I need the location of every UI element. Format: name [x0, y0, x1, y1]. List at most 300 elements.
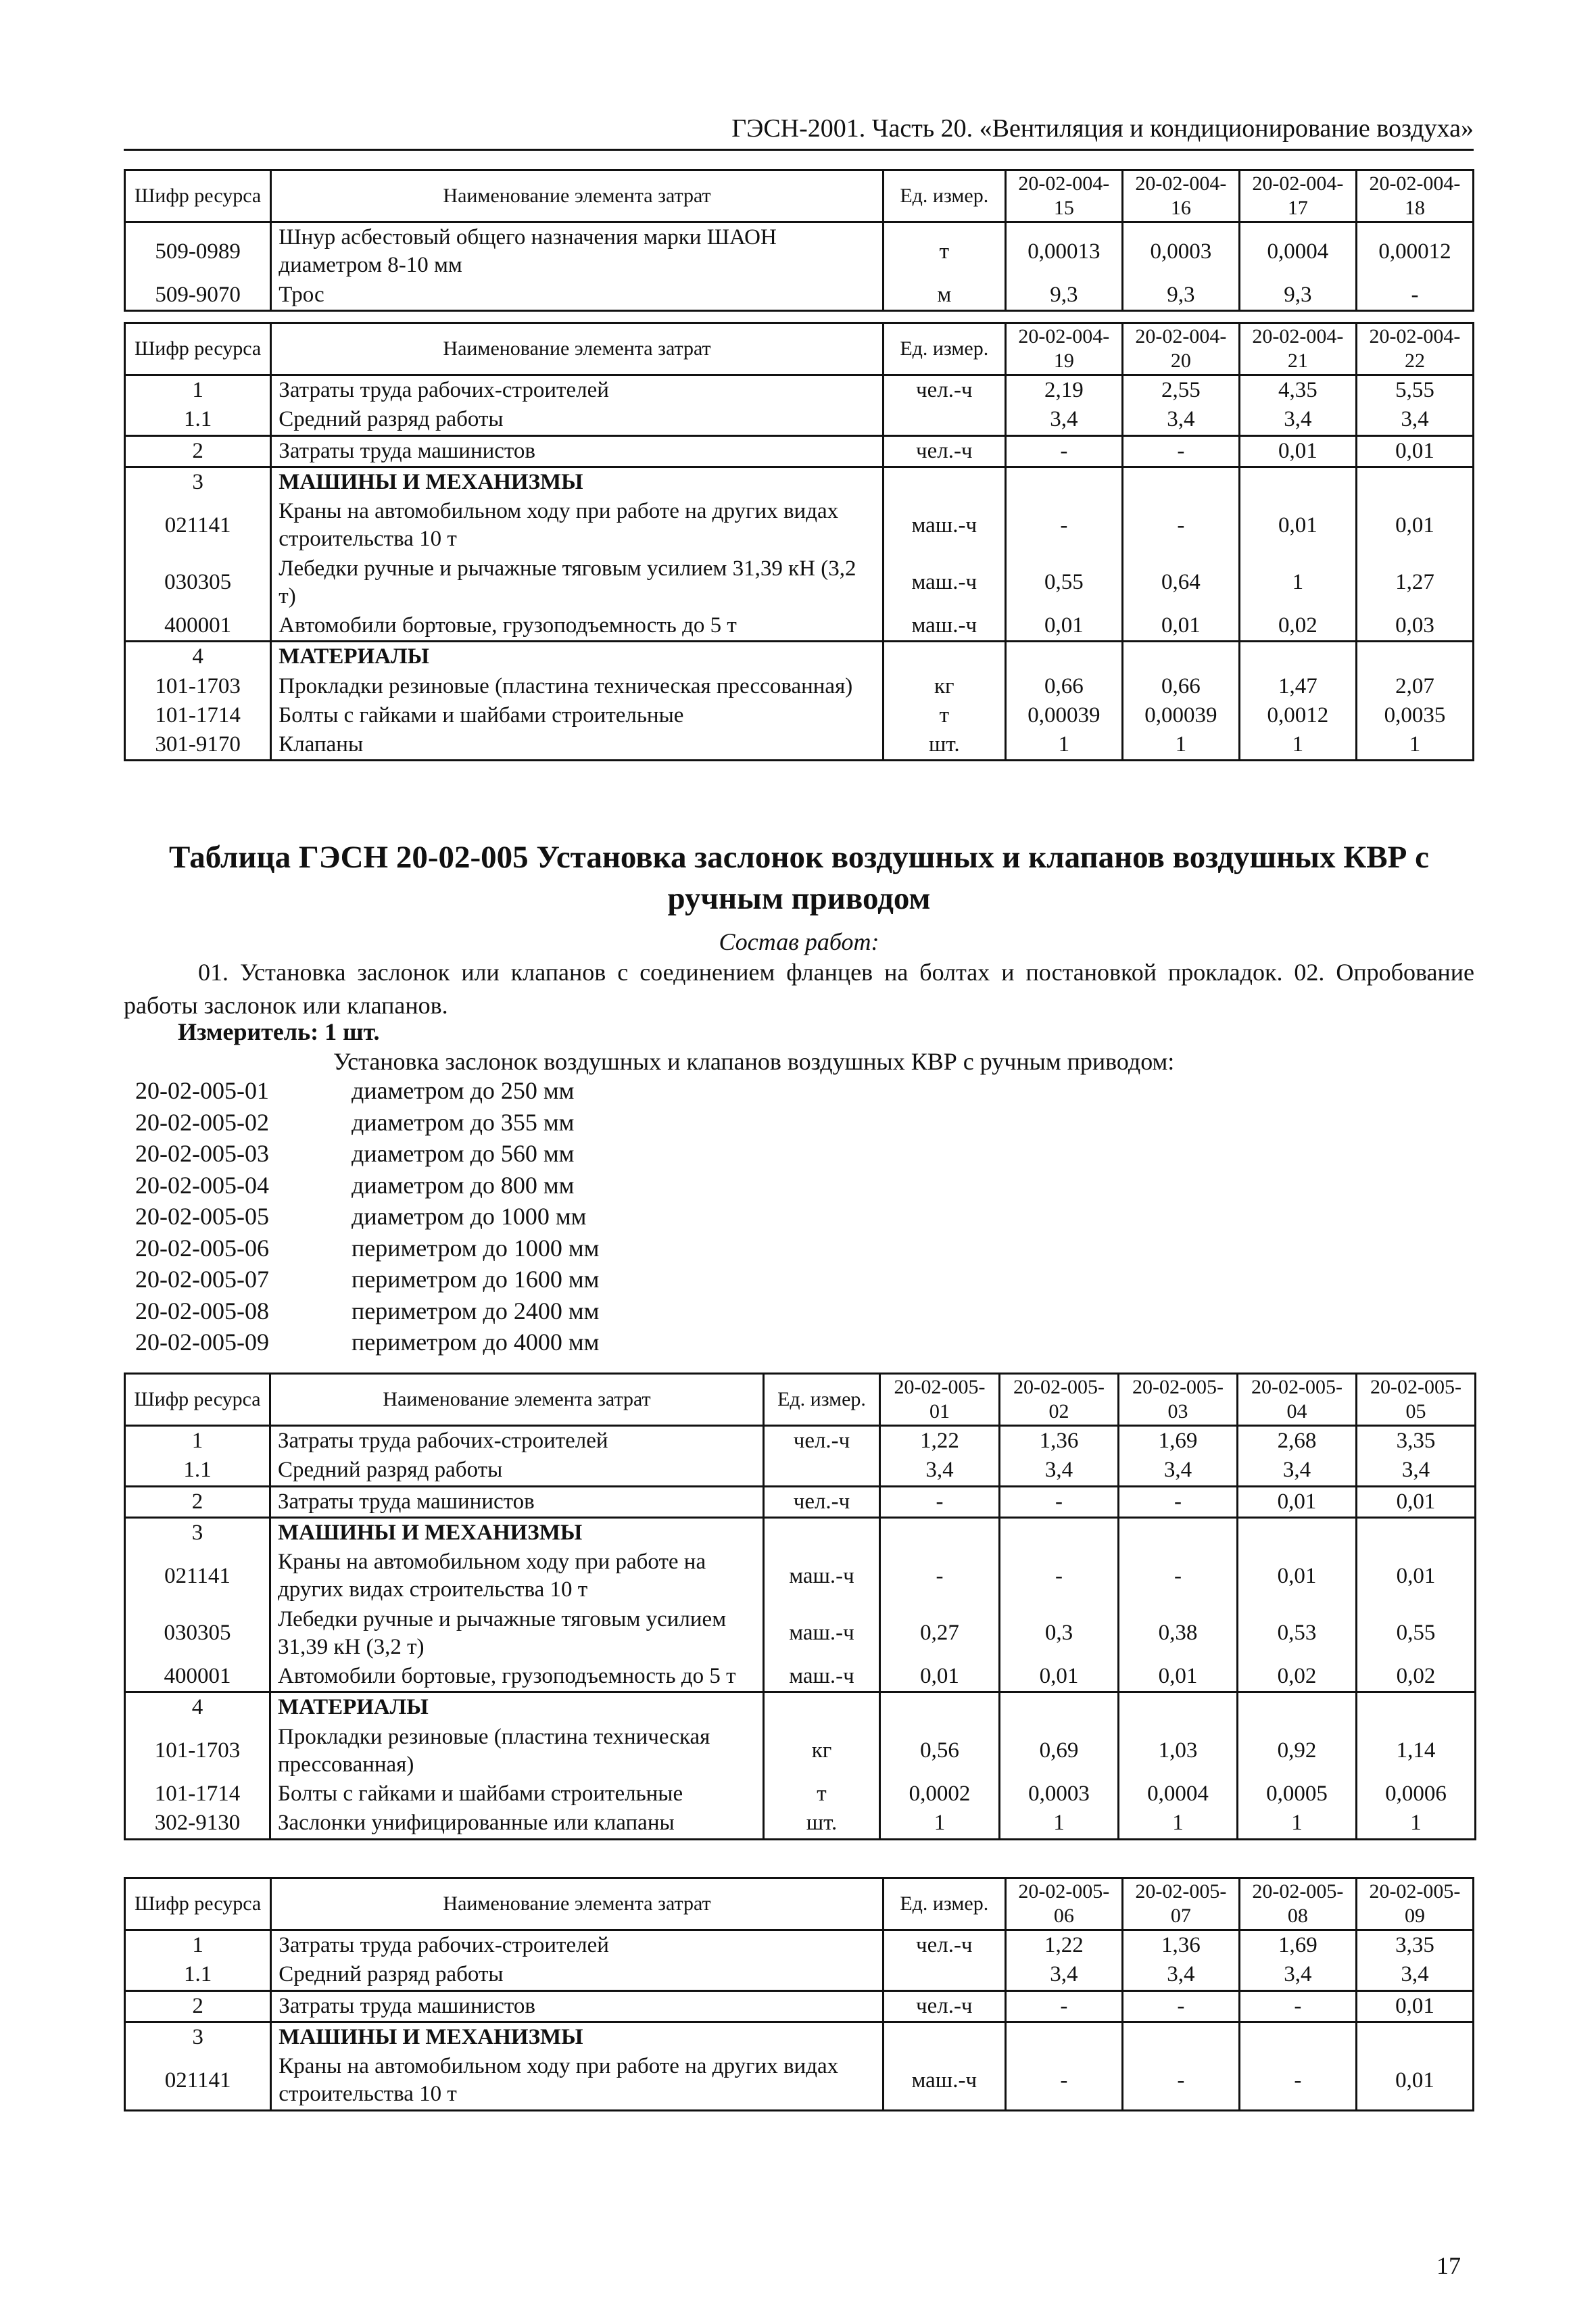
table-row [125, 497, 1474, 554]
variant-code: 20-02-005-04 [135, 1171, 269, 1199]
cell-value: 0,01 [1005, 611, 1122, 642]
cell-value: 0,00039 [1122, 701, 1239, 730]
col-header-norm: 20-02-004-19 [1005, 323, 1122, 375]
cell-value [1356, 642, 1473, 672]
cell-value [1000, 1517, 1119, 1548]
cell-value: 1,14 [1357, 1723, 1476, 1780]
cell-value: 1 [1239, 554, 1356, 612]
cell-value: - [880, 1548, 1000, 1605]
cell-value: 3,4 [1005, 405, 1122, 435]
cell-value: 2,68 [1238, 1426, 1357, 1456]
composition-label: Состав работ: [719, 928, 879, 955]
variant-code: 20-02-005-05 [135, 1203, 269, 1230]
cell-value: 0,27 [880, 1605, 1000, 1663]
table-row [125, 281, 1474, 311]
cell-value: - [1239, 1990, 1356, 2022]
cell-value: 2,19 [1005, 375, 1122, 406]
cell-value: - [1119, 1486, 1238, 1517]
cell-code: 3 [125, 2022, 271, 2052]
cell-value: 1 [880, 1809, 1000, 1839]
table-row [125, 1517, 1476, 1548]
cell-value [1000, 1692, 1119, 1723]
cell-code: 021141 [125, 1548, 270, 1605]
variant-code: 20-02-005-07 [135, 1266, 269, 1293]
cell-unit: шт. [883, 730, 1005, 761]
cell-name: Краны на автомобильном ходу при работе на других видах строительства 10 т [270, 1548, 764, 1605]
col-header-code: Шифр ресурса [125, 1374, 270, 1426]
variant-row [135, 1297, 599, 1325]
cell-value: 0,02 [1239, 611, 1356, 642]
cell-name: Прокладки резиновые (пластина техническая прессованная) [270, 1723, 764, 1780]
cell-value [1122, 642, 1239, 672]
cell-value: 0,0002 [880, 1780, 1000, 1809]
variant-code: 20-02-005-06 [135, 1234, 269, 1262]
cell-value: - [1122, 497, 1239, 554]
cell-value: 0,01 [1356, 435, 1473, 467]
cell-value: 0,0003 [1122, 222, 1239, 281]
cell-value: 0,00039 [1005, 701, 1122, 730]
cell-unit: чел.-ч [764, 1486, 880, 1517]
table-row [125, 1990, 1474, 2022]
cell-value: 1 [1238, 1809, 1357, 1839]
table-row [125, 1692, 1476, 1723]
col-header-norm: 20-02-005-06 [1005, 1878, 1122, 1930]
cell-value: - [1122, 2052, 1239, 2110]
variant-row [135, 1108, 574, 1137]
cell-name: Краны на автомобильном ходу при работе на других видах строительства 10 т [271, 497, 883, 554]
cell-unit: м [883, 281, 1005, 311]
cell-unit [764, 1517, 880, 1548]
table-header-row [125, 170, 1474, 222]
cell-value: - [1356, 281, 1473, 311]
cell-name: Болты с гайками и шайбами строительные [271, 701, 883, 730]
col-header-name: Наименование элемента затрат [270, 1374, 764, 1426]
cell-value: 0,00013 [1005, 222, 1122, 281]
cell-value: 0,01 [1357, 1486, 1476, 1517]
cell-value: 3,4 [1356, 405, 1473, 435]
col-header-norm: 20-02-005-03 [1119, 1374, 1238, 1426]
cell-name: Затраты труда машинистов [271, 435, 883, 467]
cell-code: 1.1 [125, 1960, 271, 1990]
cell-unit [764, 1692, 880, 1723]
cell-unit [883, 2022, 1005, 2052]
cell-unit: т [883, 222, 1005, 281]
cell-value [880, 1692, 1000, 1723]
table-row [125, 1780, 1476, 1809]
cell-value: 0,0035 [1356, 701, 1473, 730]
cell-code: 301-9170 [125, 730, 271, 761]
col-header-unit: Ед. измер. [883, 323, 1005, 375]
cell-value: 2,07 [1356, 672, 1473, 701]
cell-name: Средний разряд работы [271, 405, 883, 435]
col-header-norm: 20-02-005-05 [1357, 1374, 1476, 1426]
cell-unit [883, 467, 1005, 497]
table-row [125, 642, 1474, 672]
cell-value: 1,47 [1239, 672, 1356, 701]
cell-code: 3 [125, 1517, 270, 1548]
cell-value [1119, 1517, 1238, 1548]
cell-value: 1,22 [880, 1426, 1000, 1456]
cell-name: Прокладки резиновые (пластина техническая прессованная) [271, 672, 883, 701]
table-row [125, 435, 1474, 467]
table-row [125, 467, 1474, 497]
variant-code: 20-02-005-08 [135, 1297, 269, 1324]
cell-value: 0,03 [1356, 611, 1473, 642]
cell-value: 1,27 [1356, 554, 1473, 612]
cell-code: 1.1 [125, 405, 271, 435]
cell-code: 509-9070 [125, 281, 271, 311]
cell-name: Затраты труда машинистов [270, 1486, 764, 1517]
cell-value: 1 [1356, 730, 1473, 761]
col-header-norm: 20-02-005-09 [1356, 1878, 1473, 1930]
cell-value [1239, 467, 1356, 497]
cell-unit [764, 1456, 880, 1486]
table-row [125, 730, 1474, 761]
cell-value: 5,55 [1356, 375, 1473, 406]
variant-row [135, 1076, 574, 1105]
cell-value: 1 [1239, 730, 1356, 761]
cell-value: 3,4 [1239, 1960, 1356, 1990]
col-header-name: Наименование элемента затрат [271, 170, 883, 222]
cell-value: 0,69 [1000, 1723, 1119, 1780]
cell-value: - [1119, 1548, 1238, 1605]
cell-value: 0,92 [1238, 1723, 1357, 1780]
cell-code: 3 [125, 467, 271, 497]
cell-value: 1,36 [1000, 1426, 1119, 1456]
cell-value: 0,38 [1119, 1605, 1238, 1663]
variant-code: 20-02-005-03 [135, 1140, 269, 1167]
variant-desc: периметром до 1000 мм [352, 1234, 600, 1262]
col-header-unit: Ед. измер. [883, 1878, 1005, 1930]
cell-code: 4 [125, 1692, 270, 1723]
cell-value: 0,01 [1238, 1548, 1357, 1605]
cell-value: 0,0012 [1239, 701, 1356, 730]
table-row [125, 375, 1474, 406]
cell-name: Затраты труда рабочих-строителей [271, 375, 883, 406]
resource-table-005-06-09 [124, 1877, 1474, 2111]
cell-value: 3,35 [1356, 1930, 1473, 1961]
cell-unit: маш.-ч [764, 1605, 880, 1663]
table-row [125, 1930, 1474, 1961]
cell-value [1122, 467, 1239, 497]
cell-value: 1,69 [1119, 1426, 1238, 1456]
cell-name: Шнур асбестовый общего назначения марки ШАОН диаметром 8-10 мм [271, 222, 883, 281]
variants-caption: Установка заслонок воздушных и клапанов воздушных КВР с ручным приводом: [333, 1048, 1175, 1075]
cell-value [1119, 1692, 1238, 1723]
cell-unit: чел.-ч [883, 435, 1005, 467]
cell-value: - [1000, 1486, 1119, 1517]
cell-value [1357, 1692, 1476, 1723]
composition-text: 01. Установка заслонок или клапанов с соединением фланцев на болтах и постановкой прокладок. 02. Опробование работы заслонок или клапанов. [124, 959, 1474, 1019]
table-row [125, 1605, 1476, 1663]
cell-value: 3,4 [1239, 405, 1356, 435]
table-row [125, 2052, 1474, 2110]
col-header-norm: 20-02-004-17 [1239, 170, 1356, 222]
cell-value: 1,03 [1119, 1723, 1238, 1780]
cell-value: 3,35 [1357, 1426, 1476, 1456]
cell-unit: т [764, 1780, 880, 1809]
cell-unit: маш.-ч [764, 1548, 880, 1605]
cell-name: Затраты труда машинистов [271, 1990, 883, 2022]
col-header-norm: 20-02-004-22 [1356, 323, 1473, 375]
cell-value: 1,22 [1005, 1930, 1122, 1961]
cell-value: 1 [1357, 1809, 1476, 1839]
cell-value: - [880, 1486, 1000, 1517]
col-header-norm: 20-02-005-08 [1239, 1878, 1356, 1930]
cell-value [1122, 2022, 1239, 2052]
cell-code: 1.1 [125, 1456, 270, 1486]
cell-value: 0,66 [1122, 672, 1239, 701]
cell-name: Автомобили бортовые, грузоподъемность до 5 т [271, 611, 883, 642]
table-header-row [125, 1374, 1476, 1426]
cell-value [1005, 642, 1122, 672]
col-header-norm: 20-02-004-16 [1122, 170, 1239, 222]
cell-value: 1 [1005, 730, 1122, 761]
cell-value: - [1239, 2052, 1356, 2110]
cell-value: 0,01 [1239, 497, 1356, 554]
table-row [125, 405, 1474, 435]
cell-unit: чел.-ч [883, 1990, 1005, 2022]
cell-value: 9,3 [1239, 281, 1356, 311]
col-header-unit: Ед. измер. [883, 170, 1005, 222]
cell-unit: маш.-ч [764, 1662, 880, 1692]
cell-value: 0,56 [880, 1723, 1000, 1780]
cell-value: 0,01 [1356, 2052, 1473, 2110]
cell-value: 0,55 [1357, 1605, 1476, 1663]
cell-value: 1,69 [1239, 1930, 1356, 1961]
cell-name: МАШИНЫ И МЕХАНИЗМЫ [271, 467, 883, 497]
cell-value [1005, 2022, 1122, 2052]
cell-code: 101-1703 [125, 1723, 270, 1780]
cell-value: 9,3 [1005, 281, 1122, 311]
col-header-code: Шифр ресурса [125, 1878, 271, 1930]
cell-code: 302-9130 [125, 1809, 270, 1839]
cell-value: - [1122, 435, 1239, 467]
cell-unit: чел.-ч [883, 1930, 1005, 1961]
cell-unit: кг [764, 1723, 880, 1780]
cell-unit: т [883, 701, 1005, 730]
col-header-norm: 20-02-004-21 [1239, 323, 1356, 375]
table-row [125, 1960, 1474, 1990]
cell-value: 3,4 [1356, 1960, 1473, 1990]
variant-desc: периметром до 1600 мм [352, 1266, 600, 1293]
cell-unit: маш.-ч [883, 497, 1005, 554]
variant-desc: диаметром до 1000 мм [352, 1203, 587, 1230]
table-row [125, 2022, 1474, 2052]
cell-name: Трос [271, 281, 883, 311]
cell-value: - [1005, 435, 1122, 467]
cell-value: 0,01 [1122, 611, 1239, 642]
cell-value: 0,3 [1000, 1605, 1119, 1663]
table-row [125, 1486, 1476, 1517]
cell-code: 101-1714 [125, 1780, 270, 1809]
cell-code: 021141 [125, 497, 271, 554]
cell-code: 1 [125, 375, 271, 406]
cell-name: Средний разряд работы [271, 1960, 883, 1990]
col-header-code: Шифр ресурса [125, 323, 271, 375]
variant-row [135, 1234, 599, 1262]
variant-row [135, 1139, 574, 1168]
cell-name: МАТЕРИАЛЫ [271, 642, 883, 672]
resource-table-004-15-18 [124, 169, 1474, 312]
cell-unit: маш.-ч [883, 611, 1005, 642]
cell-value: 0,0003 [1000, 1780, 1119, 1809]
table-header-row [125, 323, 1474, 375]
cell-value [1238, 1692, 1357, 1723]
table-row [125, 1426, 1476, 1456]
cell-value: 0,01 [1000, 1662, 1119, 1692]
cell-value: - [1005, 497, 1122, 554]
cell-value: 2,55 [1122, 375, 1239, 406]
variant-desc: периметром до 4000 мм [352, 1329, 600, 1356]
cell-value: 9,3 [1122, 281, 1239, 311]
cell-name: Болты с гайками и шайбами строительные [270, 1780, 764, 1809]
cell-value: 1 [1119, 1809, 1238, 1839]
cell-unit [883, 1960, 1005, 1990]
cell-value: 0,0004 [1119, 1780, 1238, 1809]
col-header-norm: 20-02-004-15 [1005, 170, 1122, 222]
table-row [125, 1456, 1476, 1486]
cell-name: Лебедки ручные и рычажные тяговым усилием 31,39 кН (3,2 т) [271, 554, 883, 612]
cell-value: 1 [1122, 730, 1239, 761]
col-header-norm: 20-02-004-18 [1356, 170, 1473, 222]
variant-row [135, 1265, 599, 1293]
cell-code: 1 [125, 1930, 271, 1961]
cell-value [880, 1517, 1000, 1548]
cell-value: 0,01 [1238, 1486, 1357, 1517]
cell-value: - [1005, 1990, 1122, 2022]
cell-value: 0,0006 [1357, 1780, 1476, 1809]
table-header-row [125, 1878, 1474, 1930]
cell-code: 2 [125, 1486, 270, 1517]
cell-value: 0,01 [1119, 1662, 1238, 1692]
cell-unit [883, 642, 1005, 672]
cell-value [1356, 467, 1473, 497]
cell-name: Автомобили бортовые, грузоподъемность до 5 т [270, 1662, 764, 1692]
cell-code: 509-0989 [125, 222, 271, 281]
cell-name: Лебедки ручные и рычажные тяговым усилием 31,39 кН (3,2 т) [270, 1605, 764, 1663]
cell-value: 3,4 [1000, 1456, 1119, 1486]
table-row [125, 1662, 1476, 1692]
cell-code: 400001 [125, 1662, 270, 1692]
cell-value [1239, 642, 1356, 672]
cell-value: 0,01 [880, 1662, 1000, 1692]
col-header-code: Шифр ресурса [125, 170, 271, 222]
cell-value: 3,4 [1238, 1456, 1357, 1486]
col-header-norm: 20-02-004-20 [1122, 323, 1239, 375]
col-header-norm: 20-02-005-01 [880, 1374, 1000, 1426]
cell-unit: маш.-ч [883, 2052, 1005, 2110]
cell-code: 021141 [125, 2052, 271, 2110]
cell-value: - [1000, 1548, 1119, 1605]
cell-unit: чел.-ч [883, 375, 1005, 406]
cell-code: 101-1714 [125, 701, 271, 730]
cell-value: 1 [1000, 1809, 1119, 1839]
cell-name: Краны на автомобильном ходу при работе на других видах строительства 10 т [271, 2052, 883, 2110]
cell-name: Затраты труда рабочих-строителей [271, 1930, 883, 1961]
cell-name: Клапаны [271, 730, 883, 761]
cell-value: 0,0004 [1239, 222, 1356, 281]
cell-unit [883, 405, 1005, 435]
variant-desc: периметром до 2400 мм [352, 1297, 600, 1324]
variant-row [135, 1202, 586, 1231]
cell-code: 2 [125, 1990, 271, 2022]
cell-code: 030305 [125, 1605, 270, 1663]
cell-unit: шт. [764, 1809, 880, 1839]
cell-code: 101-1703 [125, 672, 271, 701]
cell-name: Средний разряд работы [270, 1456, 764, 1486]
cell-value: 1,36 [1122, 1930, 1239, 1961]
cell-value [1238, 1517, 1357, 1548]
table-row [125, 554, 1474, 612]
cell-value: 0,01 [1356, 497, 1473, 554]
variant-desc: диаметром до 250 мм [352, 1077, 575, 1104]
resource-table-004-19-22 [124, 322, 1474, 761]
col-header-unit: Ед. измер. [764, 1374, 880, 1426]
cell-code: 2 [125, 435, 271, 467]
cell-value: 3,4 [1357, 1456, 1476, 1486]
col-header-norm: 20-02-005-07 [1122, 1878, 1239, 1930]
cell-unit: маш.-ч [883, 554, 1005, 612]
cell-unit: чел.-ч [764, 1426, 880, 1456]
cell-value [1239, 2022, 1356, 2052]
cell-value: 0,01 [1357, 1548, 1476, 1605]
cell-value: 0,53 [1238, 1605, 1357, 1663]
cell-value: 0,02 [1357, 1662, 1476, 1692]
variant-row [135, 1328, 599, 1356]
running-header: ГЭСН-2001. Часть 20. «Вентиляция и кондиционирование воздуха» [124, 114, 1474, 151]
cell-value: 3,4 [880, 1456, 1000, 1486]
cell-value: - [1005, 2052, 1122, 2110]
cell-code: 1 [125, 1426, 270, 1456]
meter-label: Измеритель: 1 шт. [178, 1018, 380, 1045]
cell-value: 0,02 [1238, 1662, 1357, 1692]
variant-desc: диаметром до 800 мм [352, 1171, 575, 1199]
cell-value: 3,4 [1122, 1960, 1239, 1990]
cell-unit: кг [883, 672, 1005, 701]
cell-value: 0,66 [1005, 672, 1122, 701]
cell-name: Затраты труда рабочих-строителей [270, 1426, 764, 1456]
table-row [125, 222, 1474, 281]
cell-name: МАТЕРИАЛЫ [270, 1692, 764, 1723]
col-header-name: Наименование элемента затрат [271, 1878, 883, 1930]
variant-code: 20-02-005-01 [135, 1077, 269, 1104]
table-row [125, 701, 1474, 730]
cell-value: 0,64 [1122, 554, 1239, 612]
variant-row [135, 1171, 574, 1199]
col-header-name: Наименование элемента затрат [271, 323, 883, 375]
table-row [125, 672, 1474, 701]
table-row [125, 1723, 1476, 1780]
col-header-norm: 20-02-005-04 [1238, 1374, 1357, 1426]
resource-table-005-01-05 [124, 1373, 1476, 1840]
cell-code: 4 [125, 642, 271, 672]
cell-code: 400001 [125, 611, 271, 642]
cell-value: 0,0005 [1238, 1780, 1357, 1809]
table-row [125, 1548, 1476, 1605]
cell-name: МАШИНЫ И МЕХАНИЗМЫ [270, 1517, 764, 1548]
cell-value [1005, 467, 1122, 497]
page-number: 17 [1436, 2252, 1461, 2279]
variant-desc: диаметром до 560 мм [352, 1140, 575, 1167]
cell-value: 0,00012 [1356, 222, 1473, 281]
variant-desc: диаметром до 355 мм [352, 1108, 575, 1136]
cell-value: 0,01 [1356, 1990, 1473, 2022]
cell-value: 3,4 [1119, 1456, 1238, 1486]
variant-code: 20-02-005-09 [135, 1329, 269, 1356]
cell-value: 0,01 [1239, 435, 1356, 467]
cell-name: МАШИНЫ И МЕХАНИЗМЫ [271, 2022, 883, 2052]
